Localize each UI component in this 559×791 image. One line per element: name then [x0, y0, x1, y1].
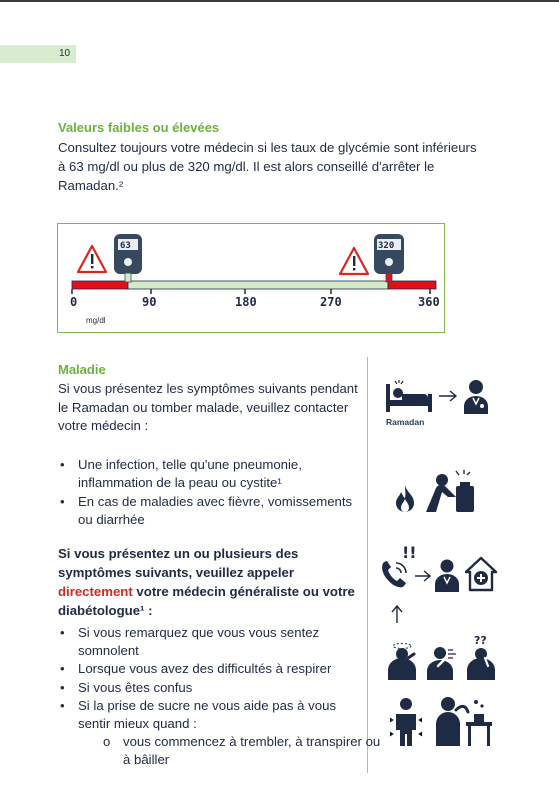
arrow-up-icon	[391, 604, 403, 624]
tick-label-180: 180	[235, 295, 257, 309]
list-item-text: Si vous êtes confus	[78, 679, 193, 695]
warning-icon-high	[340, 248, 368, 274]
doctor-icon	[462, 378, 490, 414]
glucose-meter-icon-high	[374, 234, 404, 282]
list-item: • Si vous êtes confus	[60, 679, 193, 695]
list-item: • Si la prise de sucre ne vous aide pas à vous sentir mieux quand :	[60, 698, 337, 731]
list-item-text: En cas de maladies avec fièvre, vomissements ou diarrhée	[78, 494, 353, 527]
urgent-highlight: directement	[58, 584, 133, 599]
urgent-bullets	[58, 624, 358, 733]
section-title-low-high: Valeurs faibles ou élevées	[58, 120, 220, 135]
high-danger-bar	[388, 281, 436, 289]
tick-label-90: 90	[142, 295, 157, 309]
tick-label-360: 360	[418, 295, 440, 309]
arrow-right-icon	[438, 390, 458, 402]
urgent-text-1: Si vous présentez un ou plusieurs des symptômes suivants, veuillez appeler	[58, 546, 299, 580]
list-item: • Une infection, telle qu'une pneumonie, inflammation de la peau ou cystite¹	[60, 457, 302, 490]
sick-in-bed-icon	[384, 378, 436, 414]
tick-label-0: 0	[70, 295, 78, 309]
list-item: • En cas de maladies avec fièvre, vomissements ou diarrhée	[60, 494, 353, 527]
list-item-text: Si vous remarquez que vous vous sentez somnolent	[78, 625, 320, 658]
svg-text:!!: !!	[402, 543, 417, 562]
meter-value-high: 320	[378, 241, 395, 251]
glucose-scale-svg	[58, 224, 446, 334]
sub-list-item-text: vous commencez à trembler, à transpirer ou à bâiller	[123, 734, 381, 767]
low-danger-bar	[72, 281, 128, 289]
list-item: • Si vous remarquez que vous vous sentez somnolent	[60, 625, 320, 658]
trembling-person-icon	[388, 696, 424, 746]
glucose-scale-figure	[57, 223, 445, 333]
urgent-instruction	[58, 544, 358, 620]
list-item-text: Lorsque vous avez des difficultés à respirer	[78, 661, 332, 676]
arrow-right-icon	[414, 570, 432, 582]
phone-call-icon	[378, 542, 418, 588]
confused-person-icon	[464, 632, 498, 680]
drowsy-person-icon	[384, 640, 420, 680]
sub-list-item: o vous commencez à trembler, à transpirer ou à bâiller	[103, 734, 381, 767]
page-number-tab	[0, 45, 76, 63]
meter-value-low: 63	[120, 241, 131, 251]
ramadan-label: Ramadan	[386, 417, 425, 427]
breathing-difficulty-icon	[426, 644, 460, 680]
glucose-meter-icon-low	[114, 234, 142, 282]
unit-label: mg/dl	[86, 316, 106, 325]
urgent-text-2: votre médecin généraliste ou votre diabétologue¹ :	[58, 584, 355, 618]
list-item-text: Une infection, telle qu'une pneumonie, inflammation de la peau ou cystite¹	[78, 457, 302, 490]
doctor-icon	[434, 558, 460, 592]
page-number: 10	[59, 48, 71, 59]
svg-text:??: ??	[474, 634, 487, 647]
tick-label-270: 270	[320, 295, 342, 309]
top-rule	[0, 0, 559, 2]
illness-intro: Si vous présentez les symptômes suivants pendant le Ramadan ou tomber malade, veuillez contacter votre médecin :	[58, 381, 358, 433]
fever-flame-icon	[393, 484, 417, 514]
illness-bullets	[58, 456, 358, 530]
warning-icon-low	[78, 246, 106, 272]
column-divider	[367, 357, 368, 773]
list-item-text: Si la prise de sucre ne vous aide pas à vous sentir mieux quand :	[78, 698, 337, 731]
low-high-paragraph: Consultez toujours votre médecin si les taux de glycémie sont inférieurs à 63 mg/dl ou plus de 320 mg/dl. Il est alors conseillé d'arrêter le Ramadan.²	[58, 140, 477, 193]
normal-range-bar	[126, 281, 388, 289]
list-item: • Lorsque vous avez des difficultés à respirer	[60, 661, 332, 676]
vomiting-icon	[422, 468, 480, 512]
sweating-person-icon	[432, 694, 494, 746]
section-title-illness: Maladie	[58, 362, 106, 377]
hospital-icon	[464, 556, 498, 592]
